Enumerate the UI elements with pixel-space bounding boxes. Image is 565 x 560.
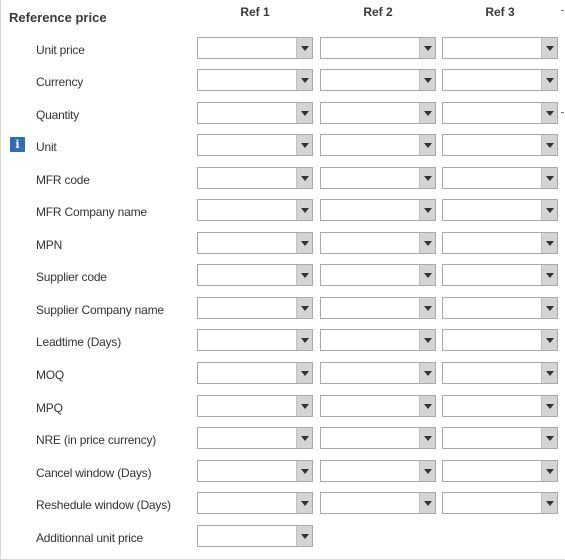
chevron-down-icon[interactable] [541, 493, 557, 513]
ref-1-dropdown[interactable] [197, 232, 313, 254]
chevron-down-icon[interactable] [541, 265, 557, 285]
chevron-down-icon[interactable] [541, 38, 557, 58]
chevron-down-icon[interactable] [541, 428, 557, 448]
row-mpq [1, 395, 565, 427]
chevron-down-icon[interactable] [419, 396, 435, 416]
ref-2-dropdown[interactable] [320, 395, 436, 417]
row-nre [1, 427, 565, 459]
column-header-ref-3: Ref 3 [485, 5, 515, 19]
ref-2-dropdown[interactable] [320, 37, 436, 59]
chevron-down-icon[interactable] [541, 233, 557, 253]
ref-1-dropdown[interactable] [197, 492, 313, 514]
row-label: MFR code [36, 173, 90, 187]
row-label: Leadtime (Days) [36, 335, 122, 349]
ref-1-dropdown[interactable] [197, 167, 313, 189]
ref-3-dropdown[interactable] [442, 395, 558, 417]
row-mfr-company-name [1, 199, 565, 231]
chevron-down-icon[interactable] [296, 461, 312, 481]
ref-1-dropdown[interactable] [197, 37, 313, 59]
row-label: MOQ [36, 368, 65, 382]
scroll-edge-mark [561, 112, 564, 113]
ref-1-dropdown[interactable] [197, 199, 313, 221]
ref-2-dropdown[interactable] [320, 297, 436, 319]
ref-2-dropdown[interactable] [320, 102, 436, 124]
row-label: Cancel window (Days) [36, 466, 152, 480]
ref-1-dropdown[interactable] [197, 329, 313, 351]
row-label: MPQ [36, 401, 63, 415]
chevron-down-icon[interactable] [296, 363, 312, 383]
chevron-down-icon[interactable] [419, 363, 435, 383]
row-unit-price [1, 37, 565, 69]
scroll-edge-mark [561, 10, 564, 11]
chevron-down-icon[interactable] [296, 70, 312, 90]
row-label: Unit price [36, 43, 85, 57]
chevron-down-icon[interactable] [296, 526, 312, 546]
ref-1-dropdown[interactable] [197, 362, 313, 384]
ref-2-dropdown[interactable] [320, 329, 436, 351]
row-mfr-code [1, 167, 565, 199]
ref-3-dropdown[interactable] [442, 297, 558, 319]
row-supplier-company-name [1, 297, 565, 329]
row-unit [1, 134, 565, 166]
chevron-down-icon[interactable] [419, 103, 435, 123]
chevron-down-icon[interactable] [296, 298, 312, 318]
ref-3-dropdown[interactable] [442, 199, 558, 221]
row-label: Unit [36, 140, 57, 154]
column-header-ref-1: Ref 1 [240, 5, 270, 19]
row-mpn [1, 232, 565, 264]
chevron-down-icon[interactable] [296, 135, 312, 155]
chevron-down-icon[interactable] [541, 200, 557, 220]
chevron-down-icon[interactable] [296, 200, 312, 220]
chevron-down-icon[interactable] [419, 200, 435, 220]
row-cancel-window [1, 460, 565, 492]
ref-1-dropdown[interactable] [197, 395, 313, 417]
ref-3-dropdown[interactable] [442, 102, 558, 124]
row-additional-unit-price [1, 525, 565, 557]
row-label: Currency [36, 75, 84, 89]
ref-2-dropdown[interactable] [320, 427, 436, 449]
chevron-down-icon[interactable] [419, 168, 435, 188]
ref-2-dropdown[interactable] [320, 199, 436, 221]
row-label: Quantity [36, 108, 80, 122]
ref-3-dropdown[interactable] [442, 232, 558, 254]
info-icon[interactable]: i [10, 137, 25, 152]
ref-3-dropdown[interactable] [442, 134, 558, 156]
chevron-down-icon[interactable] [419, 461, 435, 481]
chevron-down-icon[interactable] [419, 70, 435, 90]
chevron-down-icon[interactable] [296, 396, 312, 416]
ref-2-dropdown[interactable] [320, 264, 436, 286]
row-quantity [1, 102, 565, 134]
ref-1-dropdown[interactable] [197, 69, 313, 91]
row-label: Additionnal unit price [36, 531, 144, 545]
chevron-down-icon[interactable] [541, 461, 557, 481]
chevron-down-icon[interactable] [541, 330, 557, 350]
row-reshedule-window [1, 492, 565, 524]
ref-2-dropdown[interactable] [320, 167, 436, 189]
ref-2-dropdown[interactable] [320, 362, 436, 384]
ref-2-dropdown[interactable] [320, 492, 436, 514]
ref-3-dropdown[interactable] [442, 492, 558, 514]
chevron-down-icon[interactable] [541, 70, 557, 90]
chevron-down-icon[interactable] [296, 103, 312, 123]
row-leadtime [1, 329, 565, 361]
ref-3-dropdown[interactable] [442, 362, 558, 384]
ref-3-dropdown[interactable] [442, 69, 558, 91]
chevron-down-icon[interactable] [419, 233, 435, 253]
chevron-down-icon[interactable] [541, 298, 557, 318]
ref-2-dropdown[interactable] [320, 69, 436, 91]
ref-2-dropdown[interactable] [320, 460, 436, 482]
chevron-down-icon[interactable] [419, 493, 435, 513]
chevron-down-icon[interactable] [296, 265, 312, 285]
ref-3-dropdown[interactable] [442, 329, 558, 351]
ref-3-dropdown[interactable] [442, 167, 558, 189]
ref-3-dropdown[interactable] [442, 427, 558, 449]
ref-3-dropdown[interactable] [442, 264, 558, 286]
ref-1-dropdown[interactable] [197, 264, 313, 286]
chevron-down-icon[interactable] [296, 38, 312, 58]
row-label: NRE (in price currency) [36, 433, 157, 447]
row-label: MFR Company name [36, 205, 147, 219]
ref-1-dropdown[interactable] [197, 102, 313, 124]
chevron-down-icon[interactable] [296, 168, 312, 188]
section-title: Reference price [9, 10, 107, 25]
column-header-ref-2: Ref 2 [363, 5, 393, 19]
ref-3-dropdown[interactable] [442, 37, 558, 59]
row-currency [1, 69, 565, 101]
ref-1-dropdown[interactable] [197, 297, 313, 319]
chevron-down-icon[interactable] [419, 135, 435, 155]
row-label: MPN [36, 238, 63, 252]
ref-3-dropdown[interactable] [442, 460, 558, 482]
chevron-down-icon[interactable] [296, 493, 312, 513]
chevron-down-icon[interactable] [541, 103, 557, 123]
ref-1-dropdown[interactable] [197, 525, 313, 547]
chevron-down-icon[interactable] [419, 428, 435, 448]
ref-1-dropdown[interactable] [197, 134, 313, 156]
row-label: Reshedule window (Days) [36, 498, 171, 512]
chevron-down-icon[interactable] [541, 363, 557, 383]
chevron-down-icon[interactable] [419, 330, 435, 350]
chevron-down-icon[interactable] [541, 396, 557, 416]
chevron-down-icon[interactable] [296, 330, 312, 350]
row-moq [1, 362, 565, 394]
chevron-down-icon[interactable] [419, 38, 435, 58]
ref-1-dropdown[interactable] [197, 460, 313, 482]
ref-1-dropdown[interactable] [197, 427, 313, 449]
row-label: Supplier Company name [36, 303, 164, 317]
chevron-down-icon[interactable] [541, 135, 557, 155]
chevron-down-icon[interactable] [541, 168, 557, 188]
ref-2-dropdown[interactable] [320, 232, 436, 254]
row-supplier-code [1, 264, 565, 296]
ref-2-dropdown[interactable] [320, 134, 436, 156]
chevron-down-icon[interactable] [296, 428, 312, 448]
row-label: Supplier code [36, 270, 107, 284]
chevron-down-icon[interactable] [296, 233, 312, 253]
chevron-down-icon[interactable] [419, 298, 435, 318]
chevron-down-icon[interactable] [419, 265, 435, 285]
